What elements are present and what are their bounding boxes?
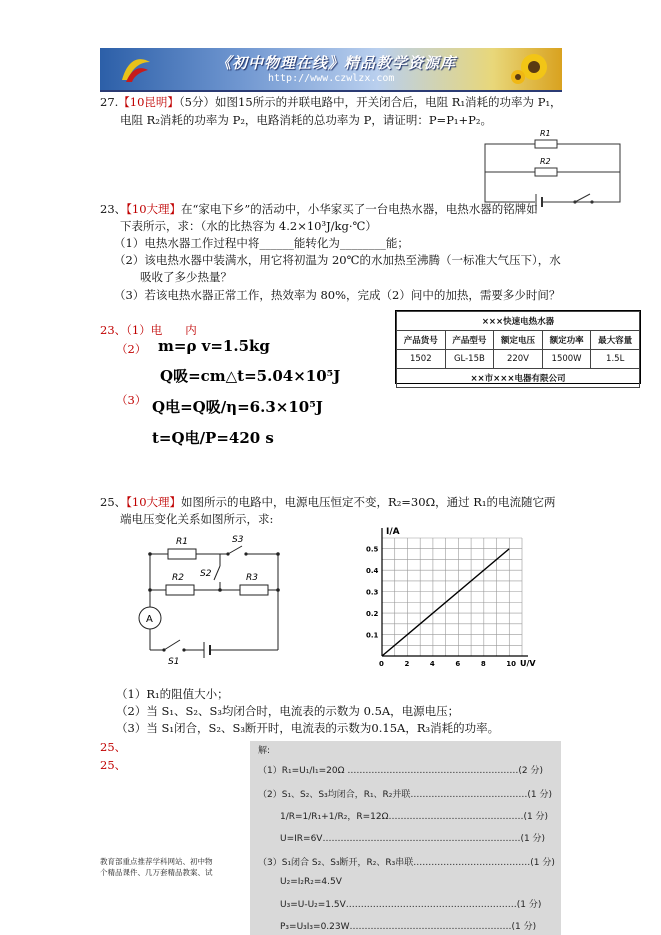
q23-part2a: （2）该电热水器中装满水，用它将初温为 20℃的水加热至沸腾（一标准大气压下），水 xyxy=(114,253,561,267)
solution-step: （3）S₁闭合 S₂、S₃断开，R₂、R₃串联…………………………………(1 分) xyxy=(258,858,555,868)
answer25-num2: 25、 xyxy=(100,758,127,772)
answer23-part1: 23、（1）电 内 xyxy=(100,323,197,337)
y-tick-label: 0.3 xyxy=(366,588,379,597)
q27-line2: 电阻 R₂消耗的功率为 P₂，电路消耗的总功率为 P，请证明：P=P₁+P₂。 xyxy=(120,113,493,127)
chart-xlabel: U/V xyxy=(520,659,536,668)
x-tick-label: 8 xyxy=(480,660,486,668)
solution-step: （2）S₁、S₂、S₃均闭合，R₁、R₂并联…………………………………(1 分) xyxy=(258,790,553,800)
y-tick-label: 0.1 xyxy=(366,631,379,640)
parallel-circuit-diagram xyxy=(480,124,625,208)
answer23-mass: m=ρ v=1.5kg xyxy=(158,337,270,355)
y-tick-label: 0.5 xyxy=(366,545,379,554)
q27-r2-label: R2 xyxy=(540,157,551,166)
q23-part2b: 吸收了多少热量？ xyxy=(140,270,232,284)
answer23-energy: Q电=Q吸/η=6.3×10⁵J xyxy=(152,398,323,416)
site-logo-icon xyxy=(118,54,154,84)
q23-line1: 23、【10大理】在“家电下乡”的活动中，小华家买了一台电热水器，电热水器的铭牌如 xyxy=(100,202,538,216)
footer-line1: 教育部重点推荐学科网站、初中物 xyxy=(100,857,213,866)
x-tick-label: 6 xyxy=(455,660,461,668)
q23-tag: 【10大理】 xyxy=(126,202,182,216)
q25-part3: （3）当 S₁闭合，S₂、S₃断开时，电流表的示数为0.15A，R₃消耗的功率。 xyxy=(116,721,500,735)
circuit-s3-label: S3 xyxy=(232,535,244,545)
circuit-s2-label: S2 xyxy=(200,569,212,579)
q25-part1: （1）R₁的阻值大小； xyxy=(116,687,229,701)
y-tick-label: 0.4 xyxy=(366,567,379,576)
q23-part1: （1）电热水器工作过程中将______能转化为________能； xyxy=(114,236,409,250)
y-tick-label: 0.2 xyxy=(366,610,379,619)
x-tick-label: 10 xyxy=(506,660,517,668)
header-title: 《初中物理在线》精品教学资源库 xyxy=(216,54,457,72)
circuit-r3-label: R3 xyxy=(246,573,258,583)
spec-value: 220V xyxy=(494,350,543,369)
solution-label: 解: xyxy=(258,746,271,756)
q27-line1: 27.【10昆明】（5分）如图15所示的并联电路中，开关闭合后，电阻 R₁消耗的功率为 P₁， xyxy=(100,95,562,109)
spec-value: 1.5L xyxy=(591,350,640,369)
x-tick-label: 0 xyxy=(379,660,384,668)
spec-header: 最大容量 xyxy=(591,331,640,350)
q23-part3: （3）若该电热水器正常工作，热效率为 80%，完成（2）问中的加热，需要多少时间？ xyxy=(114,288,561,302)
header-banner xyxy=(100,48,562,92)
spec-footer: ××市×××电器有限公司 xyxy=(397,369,640,388)
ammeter-label: A xyxy=(146,614,153,625)
circuit-r2-label: R2 xyxy=(172,573,184,583)
header-url: http://www.czwlzx.com xyxy=(268,73,395,84)
x-tick-label: 4 xyxy=(429,660,435,668)
x-tick-label: 2 xyxy=(404,660,410,668)
iu-chart xyxy=(352,516,536,668)
answer23-time: t=Q电/P=420 s xyxy=(152,429,274,447)
answer23-label3: （3） xyxy=(116,393,147,407)
circuit-s1-label: S1 xyxy=(168,657,180,667)
q25-line1: 25、【10大理】如图所示的电路中，电源电压恒定不变，R₂=30Ω，通过 R₁的电流随它两 xyxy=(100,495,556,509)
spec-header: 产品货号 xyxy=(397,331,446,350)
heater-spec-table xyxy=(395,310,641,384)
q27-tag: 【10昆明】 xyxy=(118,95,179,109)
q23-line2: 下表所示，求：（水的比热容为 4.2×10³J/kg·℃） xyxy=(120,219,377,233)
q25-circuit-diagram xyxy=(128,532,304,668)
solution-step: 1/R=1/R₁+1/R₂，R=12Ω………………………………………(1 分) xyxy=(280,812,549,822)
q25-part2: （2）当 S₁、S₂、S₃均闭合时，电流表的示数为 0.5A，电源电压； xyxy=(116,704,460,718)
spec-title: ×××快速电热水器 xyxy=(397,312,640,331)
q27-r1-label: R1 xyxy=(540,129,551,138)
spec-value: 1500W xyxy=(542,350,591,369)
spec-value: GL-15B xyxy=(445,350,494,369)
solution-step: U₂=I₂R₂=4.5V xyxy=(280,877,342,887)
answer25-num1: 25、 xyxy=(100,740,127,754)
answer25-solution-photo xyxy=(250,741,561,935)
solution-step: U₃=U-U₂=1.5V…………………………………………………(1 分) xyxy=(280,900,542,910)
spec-header: 额定功率 xyxy=(542,331,591,350)
q25-tag: 【10大理】 xyxy=(126,495,182,509)
spec-value: 1502 xyxy=(397,350,446,369)
sunflower-icon xyxy=(510,51,554,87)
spec-header: 额定电压 xyxy=(494,331,543,350)
solution-step: P₃=U₃I₃=0.23W………………………………………………(1 分) xyxy=(280,922,537,932)
spec-header: 产品型号 xyxy=(445,331,494,350)
solution-step: U=IR=6V…………………………………………………………(1 分) xyxy=(280,834,546,844)
solution-step: （1）R₁=U₁/I₁=20Ω …………………………………………………(2 分) xyxy=(258,766,543,776)
circuit-r1-label: R1 xyxy=(176,537,188,547)
footer-line2: 个精品课件、几万套精品教案、试 xyxy=(100,868,213,877)
q25-line2: 端电压变化关系如图所示，求: xyxy=(120,512,274,526)
answer23-label2: （2） xyxy=(116,342,147,356)
answer23-heat: Q吸=cm△t=5.04×10⁵J xyxy=(160,367,341,385)
chart-ylabel: I/A xyxy=(386,527,400,537)
